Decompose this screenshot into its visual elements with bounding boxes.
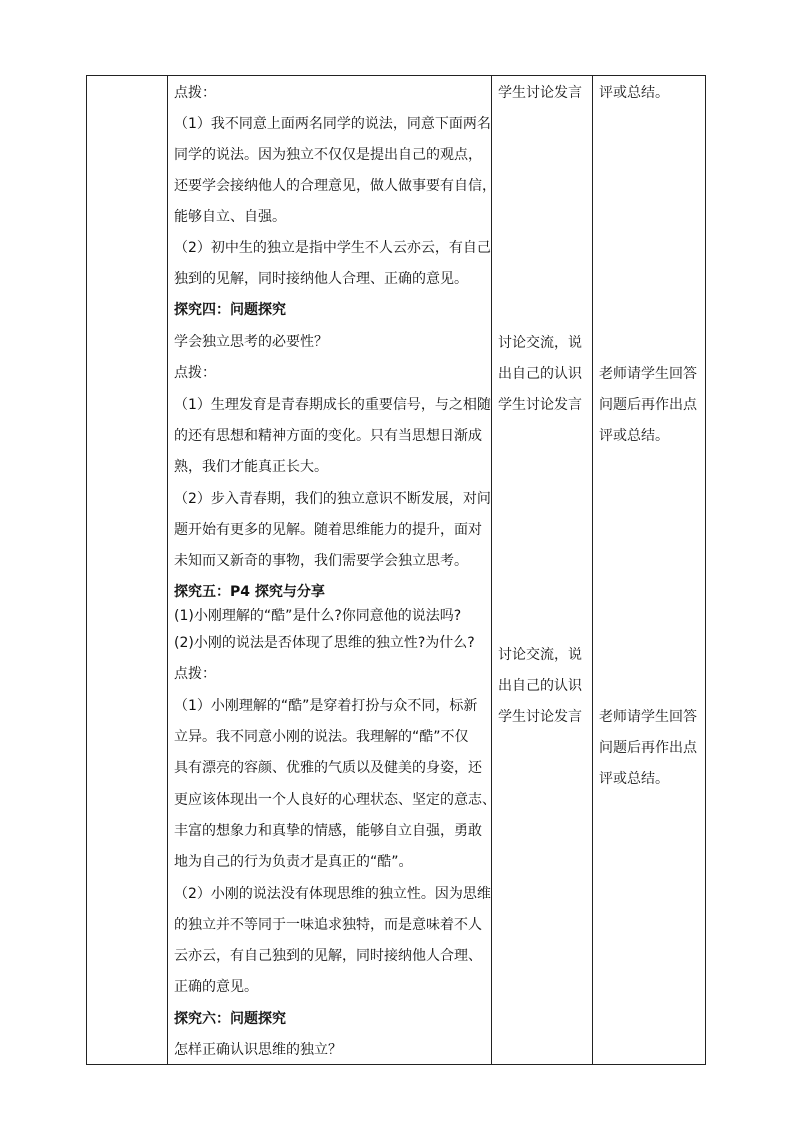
text-line: (1)小刚理解的“酷”是什么?你同意他的说法吗? [174,608,462,624]
text-line: （2）步入青春期，我们的独立意识不断发展，对问 [174,491,491,507]
section-heading: 探究四：问题探究 [174,302,286,318]
teacher-activity-text: 评或总结。 [599,428,669,444]
section-heading: 探究六：问题探究 [174,1011,286,1027]
text-line: 云亦云，有自己独到的见解，同时接纳他人合理、 [174,948,482,964]
teacher-activity-text: 老师请学生回答 [599,366,697,382]
text-line: 怎样正确认识思维的独立？ [174,1042,342,1058]
student-activity-text: 出自己的认识 [498,366,582,382]
text-line: 点拨： [174,365,216,381]
student-activity-text: 讨论交流，说 [498,647,582,663]
text-line: 地为自己的行为负责才是真正的“酷”。 [174,854,413,870]
student-activity-text: 出自己的认识 [498,678,582,694]
text-line: 正确的意见。 [174,979,258,995]
text-line: 点拨： [174,85,216,101]
text-line: （1）我不同意上面两名同学的说法，同意下面两名 [174,116,491,132]
text-line: 学会独立思考的必要性？ [174,334,328,350]
text-line: (2)小刚的说法是否体现了思维的独立性?为什么? [174,635,475,651]
teacher-activity-text: 问题后再作出点 [599,740,697,756]
text-line: 未知而又新奇的事物，我们需要学会独立思考。 [174,553,468,569]
text-line: 点拨： [174,666,216,682]
text-line: 还要学会接纳他人的合理意见，做人做事要有自信， [174,178,496,194]
text-line: 熟，我们才能真正长大。 [174,459,328,475]
text-line: 的还有思想和精神方面的变化。只有当思想日渐成 [174,428,482,444]
teacher-activity-text: 老师请学生回答 [599,709,697,725]
student-activity-text: 学生讨论发言 [498,397,582,413]
teacher-activity-text: 评或总结。 [599,771,669,787]
text-line: （2）小刚的说法没有体现思维的独立性。因为思维 [174,886,491,902]
text-line: 的独立并不等同于一味追求独特，而是意味着不人 [174,917,482,933]
text-line: （1）小刚理解的“酷”是穿着打扮与众不同，标新 [174,698,478,714]
column-divider [491,75,492,1065]
column-divider [592,75,593,1065]
text-line: 丰富的想象力和真挚的情感，能够自立自强，勇敢 [174,823,482,839]
text-line: 同学的说法。因为独立不仅仅是提出自己的观点， [174,147,482,163]
text-line: 立异。我不同意小刚的说法。我理解的“酷”不仅 [174,729,469,745]
student-activity-text: 学生讨论发言 [498,709,582,725]
text-line: （1）生理发育是青春期成长的重要信号，与之相随 [174,397,491,413]
student-activity-text: 学生讨论发言 [498,85,582,101]
text-line: 更应该体现出一个人良好的心理状态、坚定的意志、 [174,792,496,808]
teacher-activity-text: 问题后再作出点 [599,397,697,413]
column-divider [167,75,168,1065]
text-line: 具有漂亮的容颜、优雅的气质以及健美的身姿，还 [174,760,482,776]
text-line: 独到的见解，同时接纳他人合理、正确的意见。 [174,271,468,287]
text-line: （2）初中生的独立是指中学生不人云亦云，有自己 [174,240,491,256]
text-line: 题开始有更多的见解。随着思维能力的提升，面对 [174,522,482,538]
text-line: 能够自立、自强。 [174,209,286,225]
teacher-activity-text: 评或总结。 [599,85,669,101]
student-activity-text: 讨论交流，说 [498,335,582,351]
section-heading: 探究五：P4 探究与分享 [174,584,325,600]
